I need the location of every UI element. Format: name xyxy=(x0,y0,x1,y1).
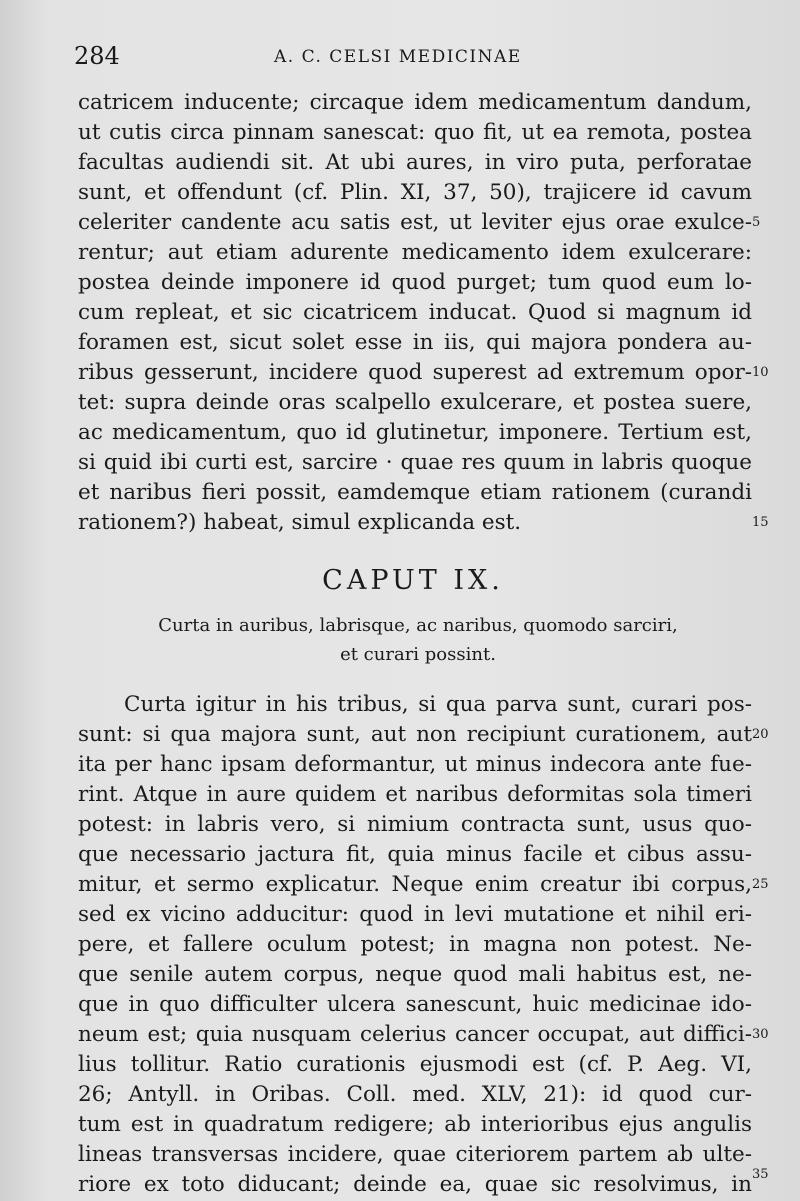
text-line: ut cutis circa pinnam sanescat: quo fit, ut ea remota, postea xyxy=(78,120,752,145)
text-line: cum repleat, et sic cicatricem inducat. Quod si magnum id xyxy=(78,300,752,325)
line-number: 10 xyxy=(752,365,769,380)
text-line: riore ex toto diducant; deinde ea, quae sic resolvimus, in xyxy=(78,1172,752,1197)
text-line: lineas transversas incidere, quae citeriorem partem ab ulte- xyxy=(78,1142,752,1167)
line-number: 35 xyxy=(752,1167,769,1182)
text-line: et naribus fieri possit, eamdemque etiam rationem (curandi xyxy=(78,480,752,505)
text-line: rint. Atque in aure quidem et naribus deformitas sola timeri xyxy=(78,782,752,807)
text-line: ita per hanc ipsam deformantur, ut minus indecora ante fue- xyxy=(78,752,752,777)
text-line: que senile autem corpus, neque quod mali habitus est, ne- xyxy=(78,962,752,987)
text-line: postea deinde imponere id quod purget; tum quod eum lo- xyxy=(78,270,752,295)
text-line: sed ex vicino adducitur: quod in levi mutatione et nihil eri- xyxy=(78,902,752,927)
text-line: sunt, et offendunt (cf. Plin. XI, 37, 50), trajicere id cavum xyxy=(78,180,752,205)
page-header xyxy=(74,42,754,72)
text-line: catricem inducente; circaque idem medicamentum dandum, xyxy=(78,90,752,115)
chapter-subtitle-line-2: et curari possint. xyxy=(340,644,496,665)
text-line: rentur; aut etiam adurente medicamento idem exulcerare: xyxy=(78,240,752,265)
text-line: tet: supra deinde oras scalpello exulcerare, et postea suere, xyxy=(78,390,752,415)
text-line: mitur, et sermo explicatur. Neque enim creatur ibi corpus, xyxy=(78,872,752,897)
text-line: pere, et fallere oculum potest; in magna non potest. Ne- xyxy=(78,932,752,957)
text-line: lius tollitur. Ratio curationis ejusmodi est (cf. P. Aeg. VI, xyxy=(78,1052,752,1077)
text-line: foramen est, sicut solet esse in iis, qui majora pondera au- xyxy=(78,330,752,355)
text-line: potest: in labris vero, si nimium contracta sunt, usus quo- xyxy=(78,812,752,837)
text-line: Curta igitur in his tribus, si qua parva sunt, curari pos- xyxy=(124,692,752,717)
text-line: que necessario jactura fit, quia minus facile et cibus assu- xyxy=(78,842,752,867)
line-number: 5 xyxy=(752,215,761,230)
line-number: 25 xyxy=(752,877,769,892)
chapter-subtitle-line-1: Curta in auribus, labrisque, ac naribus, quomodo sarciri, xyxy=(158,615,678,636)
text-line: que in quo difficulter ulcera sanescunt, huic medicinae ido- xyxy=(78,992,752,1017)
text-line: neum est; quia nusquam celerius cancer occupat, aut diffici- xyxy=(78,1022,752,1047)
text-line: si quid ibi curti est, sarcire · quae res quum in labris quoque xyxy=(78,450,752,475)
line-number: 30 xyxy=(752,1027,769,1042)
text-line: rationem?) habeat, simul explicanda est. xyxy=(78,510,522,535)
text-line: tum est in quadratum redigere; ab interioribus ejus angulis xyxy=(78,1112,752,1137)
text-line: sunt: si qua majora sunt, aut non recipiunt curationem, aut xyxy=(78,722,752,747)
running-title: A. C. CELSI MEDICINAE xyxy=(274,47,522,67)
text-line: facultas audiendi sit. At ubi aures, in viro puta, perforatae xyxy=(78,150,752,175)
page-number: 284 xyxy=(74,42,120,70)
text-line: ac medicamentum, quo id glutinetur, imponere. Tertium est, xyxy=(78,420,752,445)
text-line: 26; Antyll. in Oribas. Coll. med. XLV, 21): id quod cur- xyxy=(78,1082,752,1107)
text-line: celeriter candente acu satis est, ut leviter ejus orae exulce- xyxy=(78,210,752,235)
text-line: ribus gesserunt, incidere quod superest ad extremum opor- xyxy=(78,360,752,385)
line-number: 15 xyxy=(752,515,769,530)
chapter-title: CAPUT IX. xyxy=(322,565,504,596)
line-number: 20 xyxy=(752,727,769,742)
